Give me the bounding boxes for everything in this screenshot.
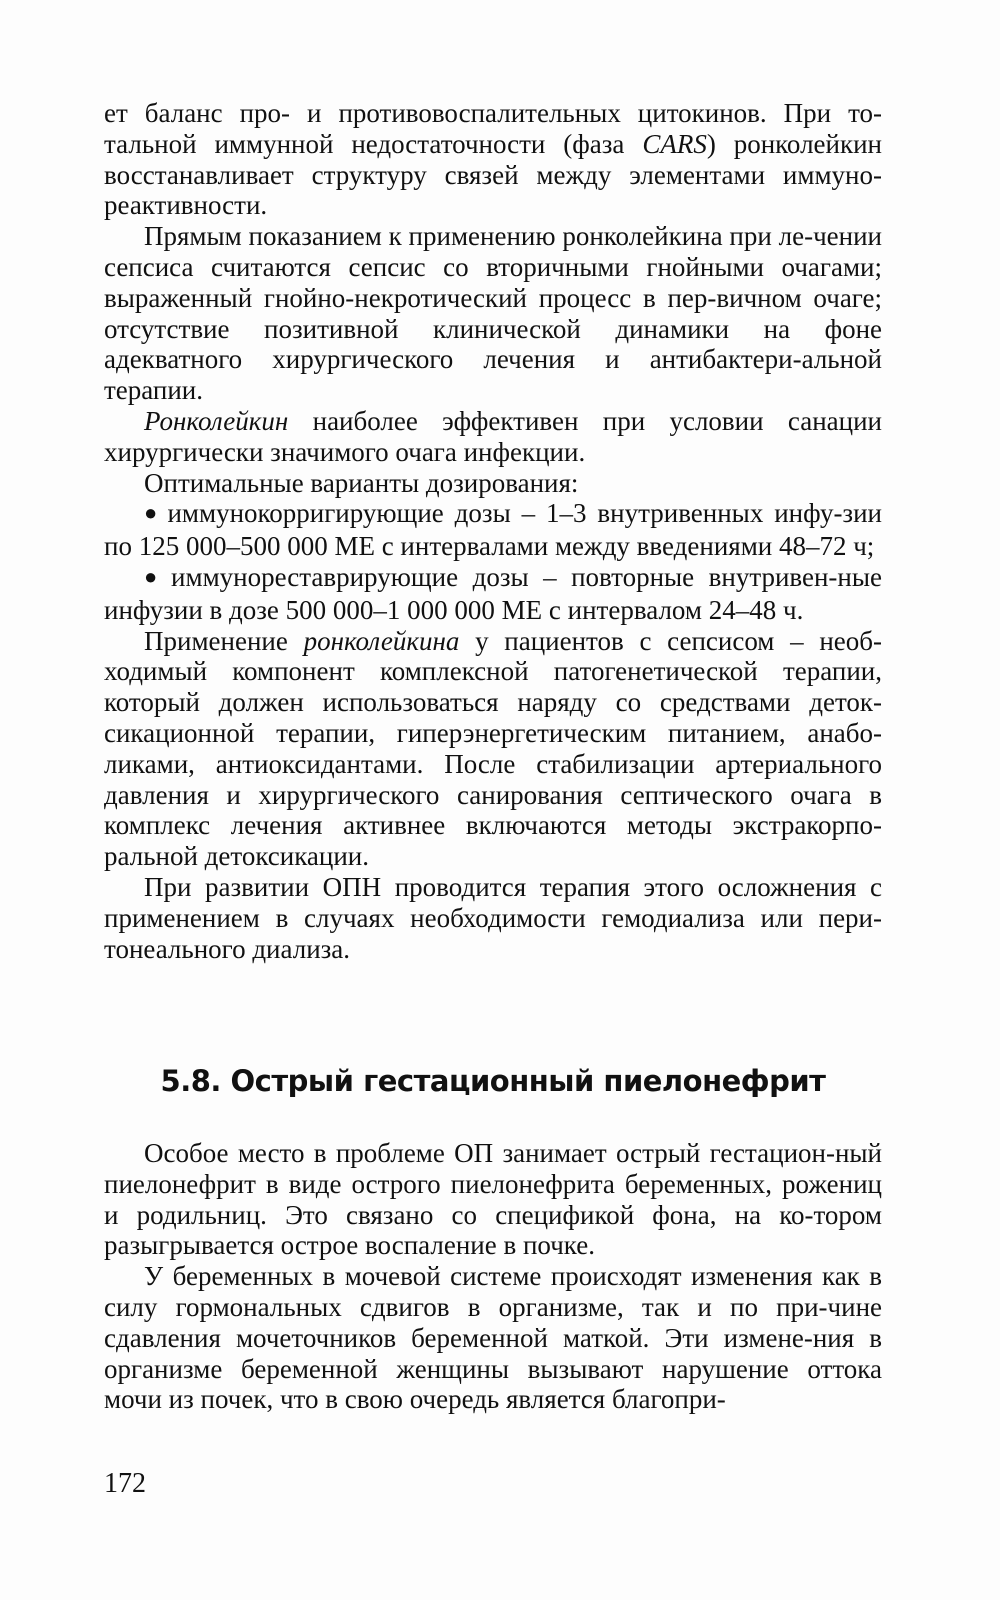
paragraph-1: [104, 98, 882, 221]
list-item-text: иммунореставрирующие дозы – повторные внутривен-ные инфузии в дозе 500 000–1 000 000 МЕ с интервалом 24–48 ч.: [104, 561, 882, 625]
drug-name: Ронколейкин: [144, 405, 289, 436]
body-text: [104, 98, 882, 964]
paragraph-text: Применение: [144, 625, 304, 656]
paragraph-2: Прямым показанием к применению ронколейкина при ле-чении сепсиса считаются сепсис со вторичными гнойными очагами; выраженный гнойно-некротический процесс в пер-вичном очаге; отсутствие позитивной клинической динамики на фоне адекватного хирургического лечения и антибактери-альной терапии.: [104, 221, 882, 406]
paragraph-4: Оптимальные варианты дозирования:: [144, 467, 579, 498]
list-item: [104, 498, 882, 562]
list-item: [104, 562, 882, 626]
paragraph-text: наиболее эффективен при условии санации хирургически значимого очага инфекции.: [104, 405, 882, 467]
section-heading: 5.8. Острый гестационный пиелонефрит: [160, 1064, 826, 1098]
section-paragraph-1: Особое место в проблеме ОП занимает острый гестацион-ный пиелонефрит в виде острого пиелонефрита беременных, рожениц и родильниц. Это связано со спецификой фона, на ко-тором разыгрывается острое воспаление в почке.: [104, 1138, 882, 1261]
paragraph-text: у пациентов с сепсисом – необ-ходимый компонент комплексной патогенетической терапии, который должен использоваться наряду со средствами деток-сикационной терапии, гиперэнергетическим питанием, анабо-ликами, антиоксидантами. После стабилизации артериального давления и хирургического санирования септического очага в комплекс лечения активнее включаются методы экстракорпо-ральной детоксикации.: [104, 625, 882, 872]
paragraph-text: ) ронколейкин восстанавливает структуру связей между элементами иммуно-реактивности.: [104, 128, 882, 221]
paragraph-5: [104, 626, 882, 872]
abbreviation: CARS: [642, 128, 707, 159]
section-text: [104, 1138, 882, 1415]
paragraph-3: [104, 406, 882, 468]
section-paragraph-2: У беременных в мочевой системе происходят изменения как в силу гормональных сдвигов в организме, так и по при-чине сдавления мочеточников беременной маткой. Эти измене-ния в организме беременной женщины вызывают нарушение оттока мочи из почек, что в свою очередь является благопри-: [104, 1261, 882, 1415]
paragraph-6: При развитии ОПН проводится терапия этого осложнения с применением в случаях необходимости гемодиализа или пери-тонеального диализа.: [104, 871, 882, 964]
page-number: 172: [104, 1468, 146, 1499]
drug-name: ронколейкина: [303, 625, 460, 656]
bullet-icon: ●: [144, 563, 166, 589]
list-item-text: иммунокорригирующие дозы – 1–3 внутривенных инфу-зии по 125 000–500 000 МЕ с интервалами между введениями 48–72 ч;: [104, 498, 882, 562]
paragraph-text: ет баланс про- и противовоспалительных цитокинов. При то-тальной иммунной недостаточности (фаза: [104, 98, 882, 159]
bullet-icon: ●: [144, 500, 162, 526]
